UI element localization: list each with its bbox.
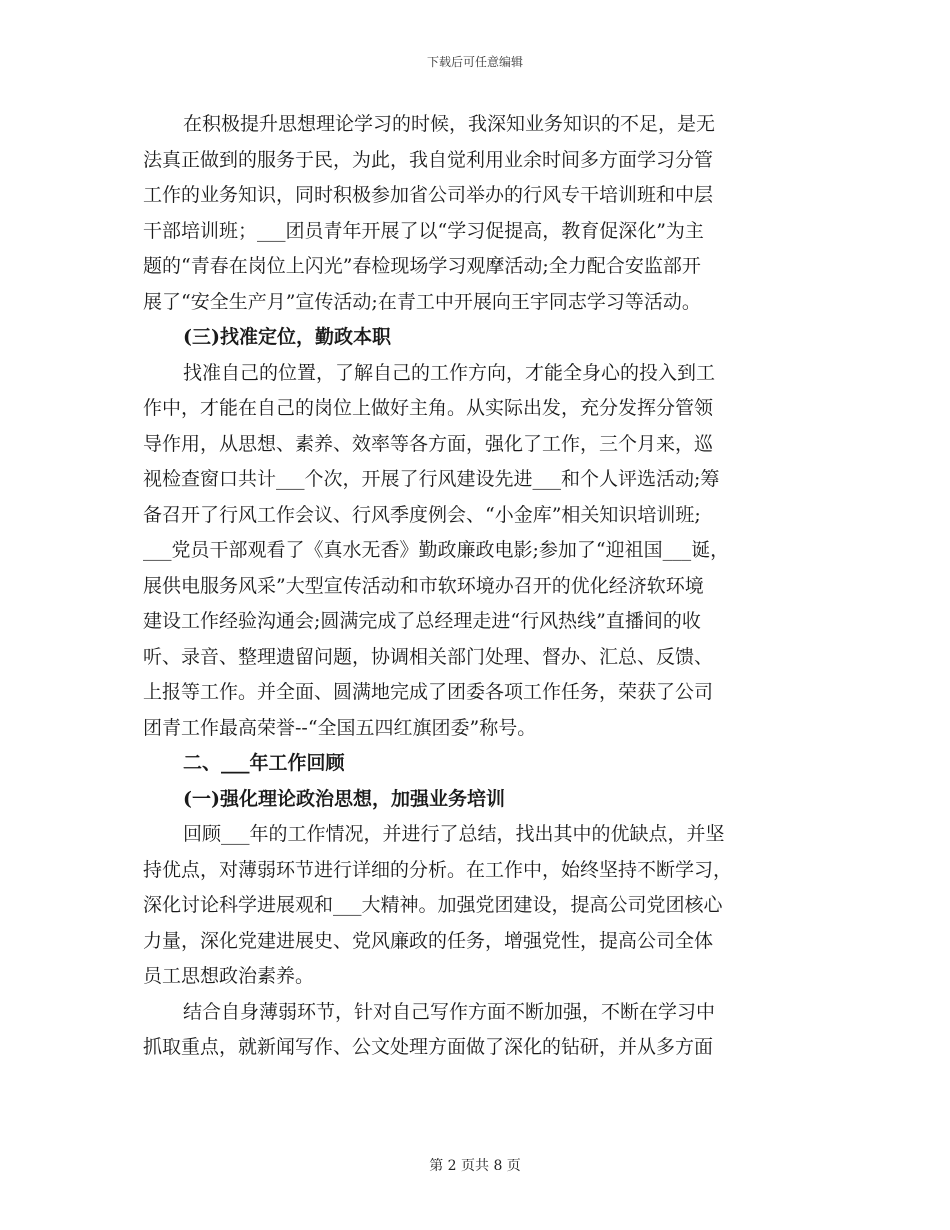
paragraph-line: 工作的业务知识，同时积极参加省公司举办的行风专干培训班和中层 xyxy=(143,184,714,206)
paragraph-line: 上报等工作。并全面、圆满地完成了团委各项工作任务，荣获了公司 xyxy=(143,681,714,703)
paragraph-line: 员工思想政治素养。 xyxy=(143,965,315,987)
paragraph-line: 建设工作经验沟通会;圆满完成了总经理走进“行风热线”直播间的收 xyxy=(143,610,701,632)
paragraph-line: 深化讨论科学进展观和___大精神。加强党团建设，提高公司党团核心 xyxy=(143,894,723,916)
document-body xyxy=(143,107,811,1066)
paragraph-line: 在积极提升思想理论学习的时候，我深知业务知识的不足，是无 xyxy=(183,113,716,135)
paragraph-line: ___党员干部观看了《真水无香》勤政廉政电影;参加了“迎祖国___诞， xyxy=(143,539,730,561)
paragraph-line: 题的“青春在岗位上闪光”春检现场学习观摩活动;全力配合安监部开 xyxy=(143,255,701,277)
paragraph-line: 备召开了行风工作会议、行风季度例会、“小金库”相关知识培训班; xyxy=(143,503,701,526)
paragraph-line: 作中，才能在自己的岗位上做好主角。从实际出发，充分发挥分管领 xyxy=(143,397,714,419)
paragraph-line: 法真正做到的服务于民，为此，我自觉利用业余时间多方面学习分管 xyxy=(143,148,714,171)
section-heading: 二、___年工作回顾 xyxy=(183,752,345,774)
paragraph-line: 找准自己的位置，了解自己的工作方向，才能全身心的投入到工 xyxy=(183,361,716,384)
paragraph-line: 抓取重点，就新闻写作、公文处理方面做了深化的钻研，并从多方面 xyxy=(143,1036,714,1058)
paragraph-line: 持优点，对薄弱环节进行详细的分析。在工作中，始终坚持不断学习， xyxy=(143,858,733,881)
paragraph-line: 结合自身薄弱环节，针对自己写作方面不断加强，不断在学习中 xyxy=(183,1000,716,1023)
section-heading: (一)强化理论政治思想，加强业务培训 xyxy=(183,787,505,810)
page-header: 下载后可任意编辑 xyxy=(426,55,523,69)
paragraph-line: 导作用，从思想、素养、效率等各方面，强化了工作，三个月来，巡 xyxy=(143,432,714,455)
paragraph-line: 团青工作最高荣誉--“全国五四红旗团委”称号。 xyxy=(143,716,537,739)
paragraph-line: 视检查窗口共计___个次，开展了行风建设先进___和个人评选活动;筹 xyxy=(143,468,720,490)
paragraph-line: 干部培训班；___团员青年开展了以“学习促提高，教育促深化”为主 xyxy=(143,219,704,242)
page-footer: 第 2 页共 8 页 xyxy=(429,1158,521,1174)
paragraph-line: 展了“安全生产月”宣传活动;在青工中开展向王宇同志学习等活动。 xyxy=(143,290,701,313)
paragraph-line: 回顾___年的工作情况，并进行了总结，找出其中的优缺点，并坚 xyxy=(183,823,725,845)
paragraph-line: 展供电服务风采”大型宣传活动和市软环境办召开的优化经济软环境 xyxy=(143,574,704,597)
section-heading: (三)找准定位，勤政本职 xyxy=(183,326,391,348)
paragraph-line: 听、录音、整理遗留问题，协调相关部门处理、督办、汇总、反馈、 xyxy=(143,645,714,668)
paragraph-line: 力量，深化党建进展史、党风廉政的任务，增强党性，提高公司全体 xyxy=(143,929,714,952)
